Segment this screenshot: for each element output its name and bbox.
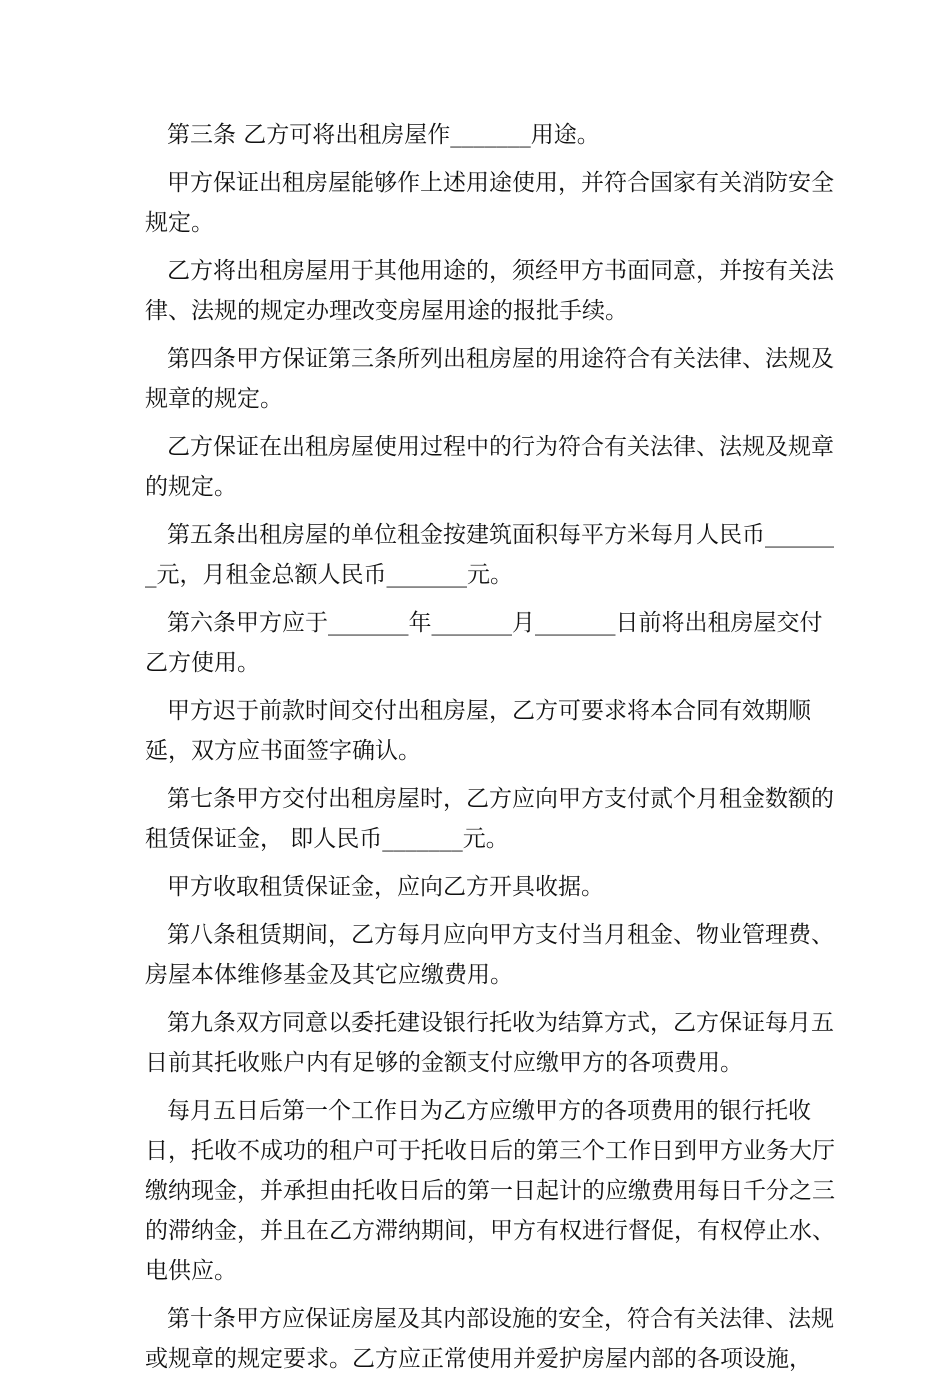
clause-3-paragraph: 第三条 乙方可将出租房屋作_______用途。 <box>167 122 600 148</box>
clause-9-paragraph: 第九条双方同意以委托建设银行托收为结算方式，乙方保证每月五日前其托收账户内有足够的金额支付应缴甲方的各项费用。 <box>145 1010 834 1076</box>
clause-4-paragraph: 第四条甲方保证第三条所列出租房屋的用途符合有关法律、法规及规章的规定。 <box>145 346 834 412</box>
clause-7-receipt-paragraph: 甲方收取租赁保证金，应向乙方开具收据。 <box>167 874 604 900</box>
clause-7-paragraph: 第七条甲方交付出租房屋时，乙方应向甲方支付贰个月租金数额的租赁保证金， 即人民币_______元。 <box>145 786 834 852</box>
clause-3-change-use-paragraph: 乙方将出租房屋用于其他用途的，须经甲方书面同意，并按有关法律、法规的规定办理改变房屋用途的报批手续。 <box>145 258 834 324</box>
clause-3-fire-safety-paragraph: 甲方保证出租房屋能够作上述用途使用，并符合国家有关消防安全规定。 <box>145 170 834 236</box>
clause-10-paragraph: 第十条甲方应保证房屋及其内部设施的安全，符合有关法律、法规或规章的规定要求。乙方应正常使用并爱护房屋内部的各项设施， <box>145 1306 834 1372</box>
clause-8-paragraph: 第八条租赁期间，乙方每月应向甲方支付当月租金、物业管理费、房屋本体维修基金及其它应缴费用。 <box>145 922 834 988</box>
clause-6-delay-paragraph: 甲方迟于前款时间交付出租房屋，乙方可要求将本合同有效期顺延，双方应书面签字确认。 <box>145 698 811 764</box>
document-body <box>145 115 845 1387</box>
clause-4-tenant-paragraph: 乙方保证在出租房屋使用过程中的行为符合有关法律、法规及规章的规定。 <box>145 434 834 500</box>
clause-5-paragraph: 第五条出租房屋的单位租金按建筑面积每平方米每月人民币_______元，月租金总额人民币_______元。 <box>145 522 834 588</box>
clause-9-late-fee-paragraph: 每月五日后第一个工作日为乙方应缴甲方的各项费用的银行托收日，托收不成功的租户可于托收日后的第三个工作日到甲方业务大厅缴纳现金，并承担由托收日后的第一日起计的应缴费用每日千分之三的滞纳金，并且在乙方滞纳期间，甲方有权进行督促，有权停止水、电供应。 <box>145 1098 835 1284</box>
clause-6-paragraph: 第六条甲方应于_______年_______月_______日前将出租房屋交付乙方使用。 <box>145 610 823 676</box>
